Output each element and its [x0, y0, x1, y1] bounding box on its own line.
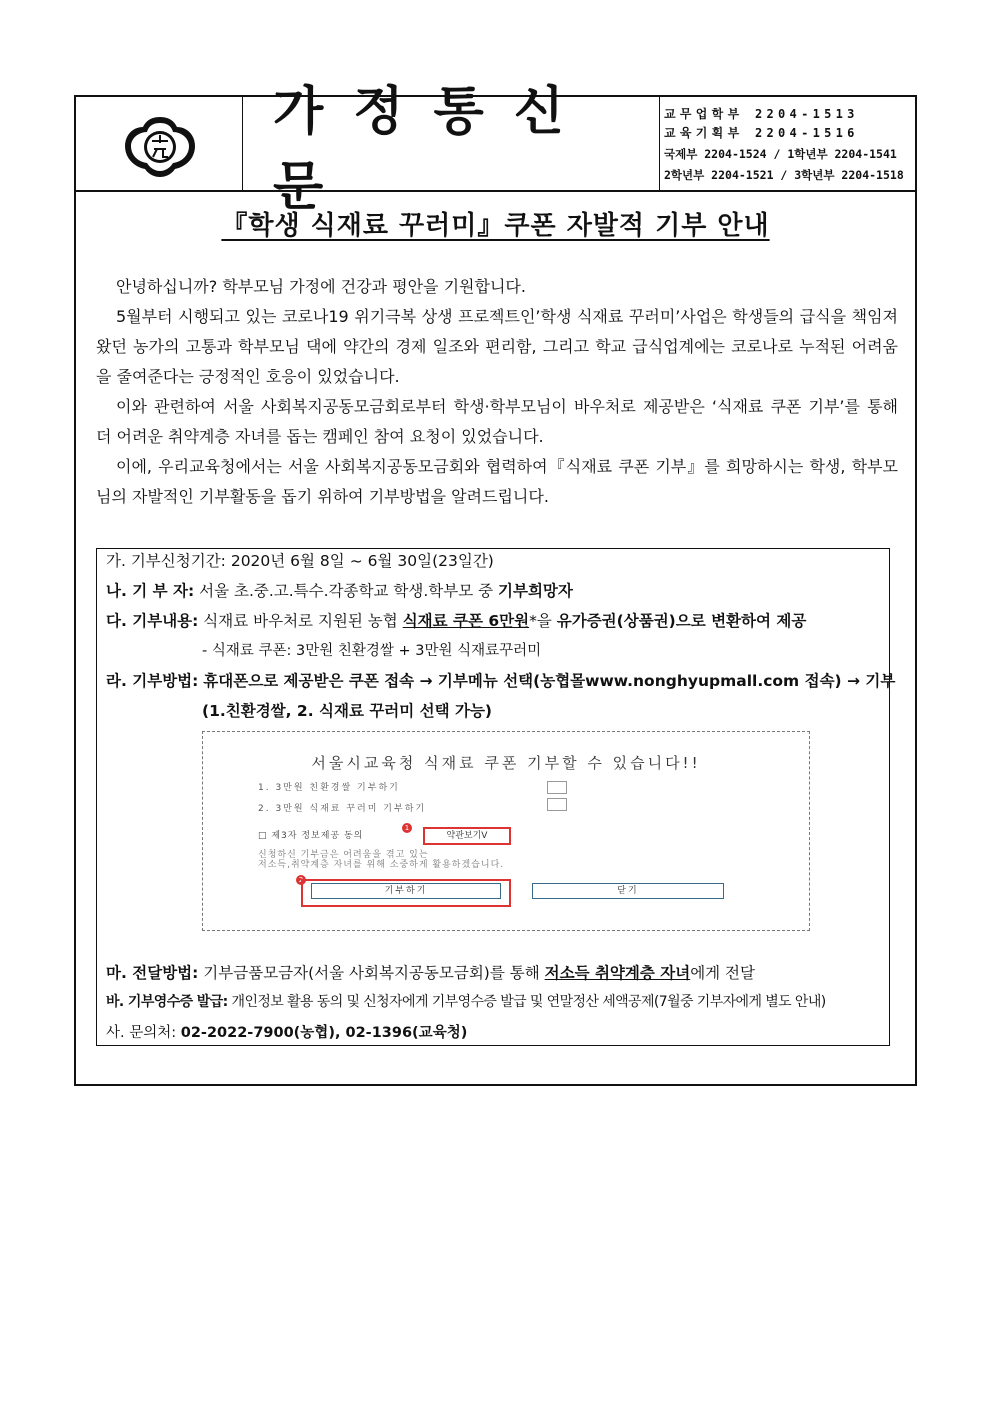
- detail-label: 나. 기 부 자:: [106, 582, 195, 600]
- detail-value: 2020년 6월 8일 ~ 6월 30일(23일간): [230, 552, 494, 570]
- detail-contact: [106, 1021, 467, 1042]
- paragraph: 5월부터 시행되고 있는 코로나19 위기극복 상생 프로젝트인’학생 식재료 꾸러미’사업은 학생들의 급식을 책임져 왔던 농가의 고통과 학부모님 댁에 약간의 경제 일조와 편리함, 그리고 학교 급식업계에는 코로나로 누적된 어려움을 줄여준다는 긍정적인 호응이 있었습니다.: [96, 307, 898, 386]
- contact-cell: [660, 97, 915, 190]
- details-box: [96, 548, 896, 1046]
- detail-value: 서울 초.중.고.특수.각종학교 학생.학부모 중: [199, 582, 494, 600]
- detail-donor: [106, 579, 573, 601]
- detail-value-bold: 휴대폰으로 제공받은 쿠폰 접속 → 기부메뉴 선택(농협몰www.nonghyupmall.com 접속) → 기부: [203, 672, 896, 690]
- detail-method-line2: (1.친환경쌀, 2. 식재료 꾸러미 선택 가능): [202, 702, 493, 720]
- detail-label: 라. 기부방법:: [106, 672, 199, 690]
- detail-label: 바. 기부영수증 발급:: [106, 994, 228, 1010]
- screenshot-option-2: 2. 3만원 식재료 꾸러미 기부하기: [258, 804, 427, 814]
- coupon-screenshot: [202, 731, 810, 931]
- screenshot-terms-link: 약관보기V: [423, 827, 511, 845]
- detail-value: 기부금품모금자(서울 사회복지공동모금회)를 통해: [203, 964, 540, 982]
- detail-receipt: [106, 991, 826, 1011]
- detail-value: 02-2022-7900(농협), 02-1396(교육청): [180, 1025, 468, 1041]
- contact-line: 교육기획부 2204-1516: [664, 126, 859, 140]
- detail-label: 마. 전달방법:: [106, 964, 199, 982]
- detail-method: [106, 669, 895, 691]
- detail-content: [106, 609, 806, 631]
- detail-content-sub: - 식재료 쿠폰: 3만원 친환경쌀 + 3만원 식재료꾸러미: [202, 643, 542, 659]
- detail-value: 식재료 바우처로 지원된 농협: [203, 612, 398, 630]
- screenshot-marker-1: 1: [402, 823, 412, 833]
- detail-value-bold: 유가증권(상품권)으로 변환하여 제공: [556, 612, 807, 630]
- screenshot-option-1: 1. 3만원 친환경쌀 기부하기: [258, 783, 400, 793]
- detail-label: 가. 기부신청기간:: [106, 552, 226, 570]
- detail-label: 다. 기부내용:: [106, 612, 199, 630]
- paragraph: 이와 관련하여 서울 사회복지공동모금회로부터 학생·학부모님이 바우처로 제공받은 ‘식재료 쿠폰 기부’를 통해 더 어려운 취약계층 자녀를 돕는 캠페인 참여 요청이 있었습니다.: [96, 397, 898, 446]
- contact-line: 2학년부 2204-1521 / 3학년부 2204-1518: [664, 168, 904, 182]
- screenshot-donate-button: 기부하기: [311, 883, 501, 899]
- logo-cell: [76, 97, 243, 190]
- screenshot-marker-2: 2: [296, 875, 306, 885]
- detail-value: 에게 전달: [690, 964, 756, 982]
- header: [76, 81, 915, 217]
- contact-line: 국제부 2204-1524 / 1학년부 2204-1541: [664, 147, 897, 161]
- detail-value-underline: 식재료 쿠폰 6만원: [402, 612, 530, 630]
- screenshot-info: [258, 850, 504, 870]
- screenshot-title: 서울시교육청 식재료 쿠폰 기부할 수 있습니다!!: [311, 754, 701, 772]
- detail-value: *을: [529, 612, 552, 630]
- school-emblem-icon: [121, 113, 199, 179]
- paragraph: 안녕하십니까? 학부모님 가정에 건강과 평안을 기원합니다.: [116, 277, 526, 296]
- detail-delivery: [106, 961, 755, 983]
- screenshot-info-line: 신청하신 기부금은 어려움을 겪고 있는: [258, 850, 429, 860]
- screenshot-info-line: 저소득,취약계층 자녀를 위해 소중하게 활용하겠습니다.: [258, 860, 505, 870]
- screenshot-consent: □ 제3자 정보제공 동의: [258, 831, 364, 841]
- title-cell: [243, 81, 660, 217]
- detail-value-underline: 저소득 취약계층 자녀: [544, 964, 691, 982]
- screenshot-checkbox-1: [547, 781, 567, 794]
- notice-frame: [74, 81, 917, 1086]
- screenshot-checkbox-2: [547, 798, 567, 811]
- detail-value: 개인정보 활용 동의 및 신청자에게 기부영수증 발급 및 연말정산 세액공제(7월중 기부자에게 별도 안내): [231, 994, 826, 1010]
- screenshot-close-button: 닫기: [532, 883, 724, 899]
- contact-line: 교무업학부 2204-1513: [664, 107, 859, 121]
- page-title: 가정통신문: [273, 81, 594, 217]
- detail-value-bold: 기부희망자: [498, 582, 573, 600]
- detail-label: 사. 문의처:: [106, 1025, 177, 1041]
- detail-period: [106, 549, 494, 571]
- paragraph: 이에, 우리교육청에서는 서울 사회복지공동모금회와 협력하여『식재료 쿠폰 기부』를 희망하시는 학생, 학부모님의 자발적인 기부활동을 돕기 위하여 기부방법을 알려드립니다.: [96, 457, 898, 506]
- notice-heading: 『학생 식재료 꾸러미』쿠폰 자발적 기부 안내: [221, 211, 770, 241]
- notice-body: [96, 272, 898, 512]
- notice-heading-wrap: [76, 205, 915, 242]
